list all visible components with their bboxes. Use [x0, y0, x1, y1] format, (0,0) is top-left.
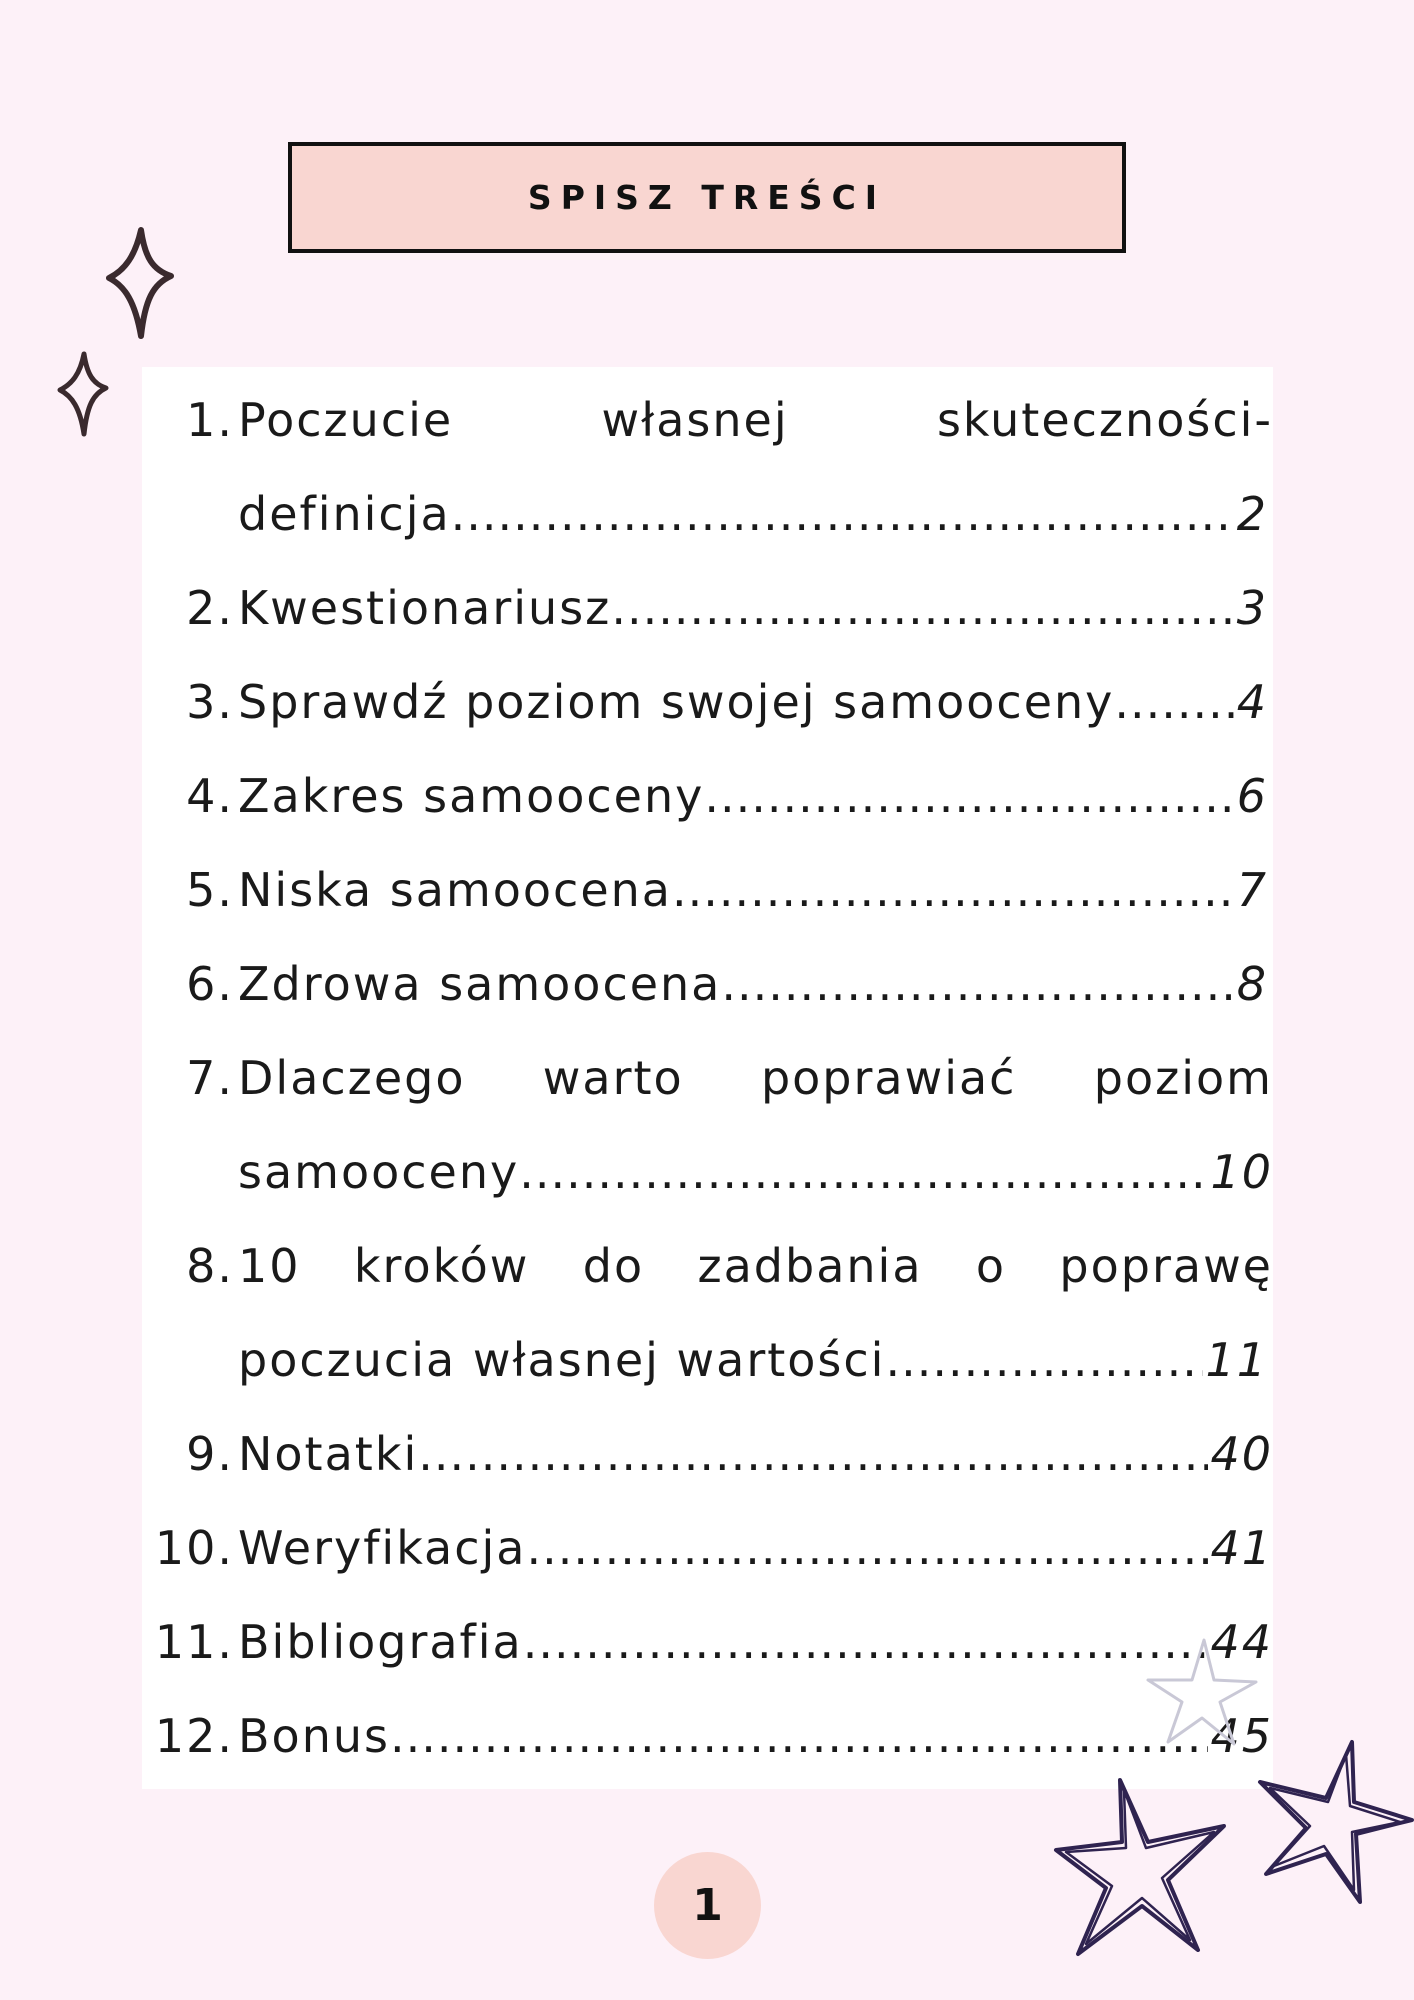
toc-item-word: warto	[542, 1051, 684, 1105]
toc-item-title: Bibliografia	[238, 1615, 523, 1669]
toc-item-number: 5.	[186, 863, 234, 917]
star-icon	[1050, 1770, 1240, 1960]
dot-leader	[1114, 675, 1234, 729]
toc-item-page: 6	[1236, 769, 1268, 823]
toc-item-number: 4.	[186, 769, 234, 823]
page-number: 1	[692, 1880, 723, 1931]
toc-item-word: do	[582, 1239, 645, 1293]
toc-item-title: Niska samoocena	[238, 863, 672, 917]
toc-item-word: poziom	[1093, 1051, 1273, 1105]
toc-item-page: 11	[1205, 1333, 1268, 1387]
page-title: SPISZ TREŚCI	[527, 178, 887, 217]
dot-leader	[885, 1333, 1203, 1387]
toc-item-page: 45	[1210, 1709, 1273, 1763]
toc-item-word: poprawiać	[760, 1051, 1017, 1105]
toc-item-title: Notatki	[238, 1427, 419, 1481]
toc-item-number: 2.	[186, 581, 234, 635]
dot-leader	[672, 863, 1235, 917]
toc-item-title: Zdrowa samoocena	[238, 957, 722, 1011]
toc-item-number: 11.	[154, 1615, 234, 1669]
dot-leader	[451, 487, 1235, 541]
dot-leader	[611, 581, 1234, 635]
toc-item-number: 10.	[154, 1521, 234, 1575]
toc-item-word: Dlaczego	[238, 1051, 466, 1105]
toc-item-word: skuteczności-	[936, 393, 1273, 447]
toc-item-word: zadbania	[697, 1239, 923, 1293]
dot-leader	[704, 769, 1234, 823]
toc-item-word: Poczucie	[238, 393, 454, 447]
toc-item-number: 7.	[186, 1051, 234, 1105]
dot-leader	[418, 1427, 1208, 1481]
dot-leader	[526, 1521, 1208, 1575]
toc-item-page: 44	[1210, 1615, 1273, 1669]
dot-leader	[721, 957, 1234, 1011]
toc-item-title: definicja	[238, 487, 451, 541]
toc-item-number: 12.	[154, 1709, 234, 1763]
star-icon	[1142, 1634, 1262, 1754]
sparkle-icon	[56, 352, 110, 436]
toc-item-title: samooceny	[238, 1145, 520, 1199]
toc-item-word: poprawę	[1059, 1239, 1273, 1293]
toc-item-title: poczucia własnej wartości	[238, 1333, 886, 1387]
page-number-badge	[654, 1852, 761, 1959]
dot-leader	[523, 1615, 1209, 1669]
toc-item-word: kroków	[353, 1239, 530, 1293]
toc-item-title: Kwestionariusz	[238, 581, 612, 635]
toc-item-number: 6.	[186, 957, 234, 1011]
toc-item-number: 9.	[186, 1427, 234, 1481]
toc-item-word: własnej	[601, 393, 789, 447]
toc-item-page: 40	[1210, 1427, 1273, 1481]
toc-item-number: 1.	[186, 393, 234, 447]
toc-item-page: 2	[1236, 487, 1268, 541]
toc-item-title: Weryfikacja	[238, 1521, 527, 1575]
toc-item-page: 10	[1210, 1145, 1273, 1199]
dot-leader	[390, 1709, 1208, 1763]
toc-item-page: 8	[1236, 957, 1268, 1011]
toc-item-page: 41	[1210, 1521, 1273, 1575]
toc-item-page: 4	[1236, 675, 1268, 729]
toc-item-page: 7	[1236, 863, 1268, 917]
toc-item-word: 10	[238, 1239, 301, 1293]
dot-leader	[519, 1145, 1208, 1199]
toc-item-number: 3.	[186, 675, 234, 729]
toc-item-number: 8.	[186, 1239, 234, 1293]
toc-item-title: Bonus	[238, 1709, 390, 1763]
title-box	[288, 142, 1126, 253]
toc-panel	[142, 367, 1273, 1789]
toc-item-title: Zakres samooceny	[238, 769, 705, 823]
toc-item-word: o	[975, 1239, 1007, 1293]
toc-item-page: 3	[1236, 581, 1268, 635]
star-icon	[1256, 1736, 1414, 1912]
sparkle-icon	[105, 228, 175, 340]
toc-item-title: Sprawdź poziom swojej samooceny	[238, 675, 1115, 729]
